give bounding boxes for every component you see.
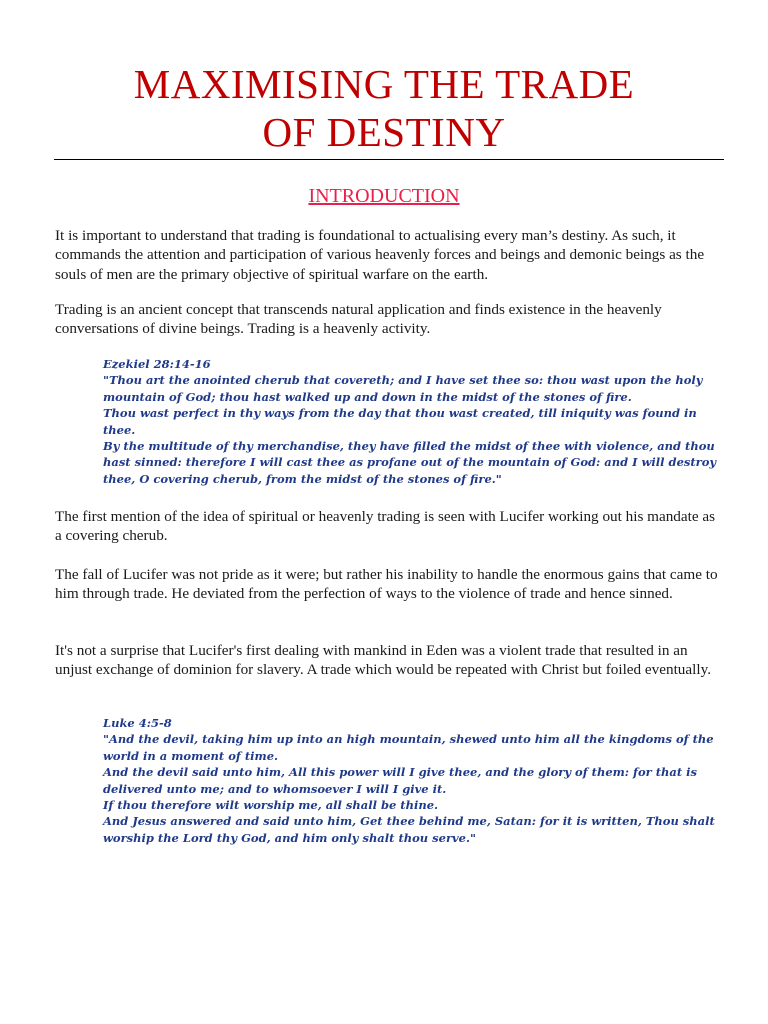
scripture-reference: Ezekiel 28:14-16 [103,357,211,371]
scripture-verse: And the devil said unto him, All this power will I give thee, and the glory of them: for that is delivered unto me; and to whomsoever I will I give it. [103,765,698,796]
scripture-block-luke [103,715,725,846]
paragraph-1: It is important to understand that trading is foundational to actualising every man’s destiny. As such, it commands the attention and participation of various heavenly forces and beings and demonic beings as the souls of men are the primary objective of spiritual warfare on the earth. [55,227,705,283]
scripture-verse: "Thou art the anointed cherub that covereth; and I have set thee so: thou wast upon the holy mountain of God; thou hast walked up and down in the midst of the stones of fire. [103,373,703,404]
paragraph-4: The fall of Lucifer was not pride as it were; but rather his inability to handle the enormous gains that came to him through trade. He deviated from the perfection of ways to the violence of trade and hence sinned. [55,566,718,603]
title-line-1: MAXIMISING THE TRADE [133,61,635,107]
title-line-2: OF DESTINY [262,109,506,155]
paragraph-2: Trading is an ancient concept that transcends natural application and finds existence in the heavenly conversations of divine beings. Trading is a heavenly activity. [55,301,662,338]
scripture-reference: Luke 4:5-8 [103,716,172,730]
scripture-block-ezekiel [103,356,725,487]
paragraph-5: It's not a surprise that Lucifer's first dealing with mankind in Eden was a violent trade that resulted in an unjust exchange of dominion for slavery. A trade which would be repeated with Christ but foiled eventually. [55,642,711,679]
scripture-verse: By the multitude of thy merchandise, they have filled the midst of thee with violence, and thou hast sinned: therefore I will cast thee as profane out of the mountain of God: and I will destroy thee, O covering cherub, from the midst of the stones of fire." [103,439,717,486]
scripture-verse: And Jesus answered and said unto him, Get thee behind me, Satan: for it is written, Thou shalt worship the Lord thy God, and him only shalt thou serve." [103,814,715,845]
document-title [0,60,768,156]
scripture-verse: Thou wast perfect in thy ways from the day that thou wast created, till iniquity was found in thee. [103,406,697,437]
section-heading: INTRODUCTION [308,185,460,207]
scripture-verse: If thou therefore wilt worship me, all shall be thine. [103,798,439,813]
paragraph-3: The first mention of the idea of spiritual or heavenly trading is seen with Lucifer working out his mandate as a covering cherub. [55,508,716,545]
scripture-verse: "And the devil, taking him up into an high mountain, shewed unto him all the kingdoms of the world in a moment of time. [103,732,714,763]
title-divider [54,159,724,160]
